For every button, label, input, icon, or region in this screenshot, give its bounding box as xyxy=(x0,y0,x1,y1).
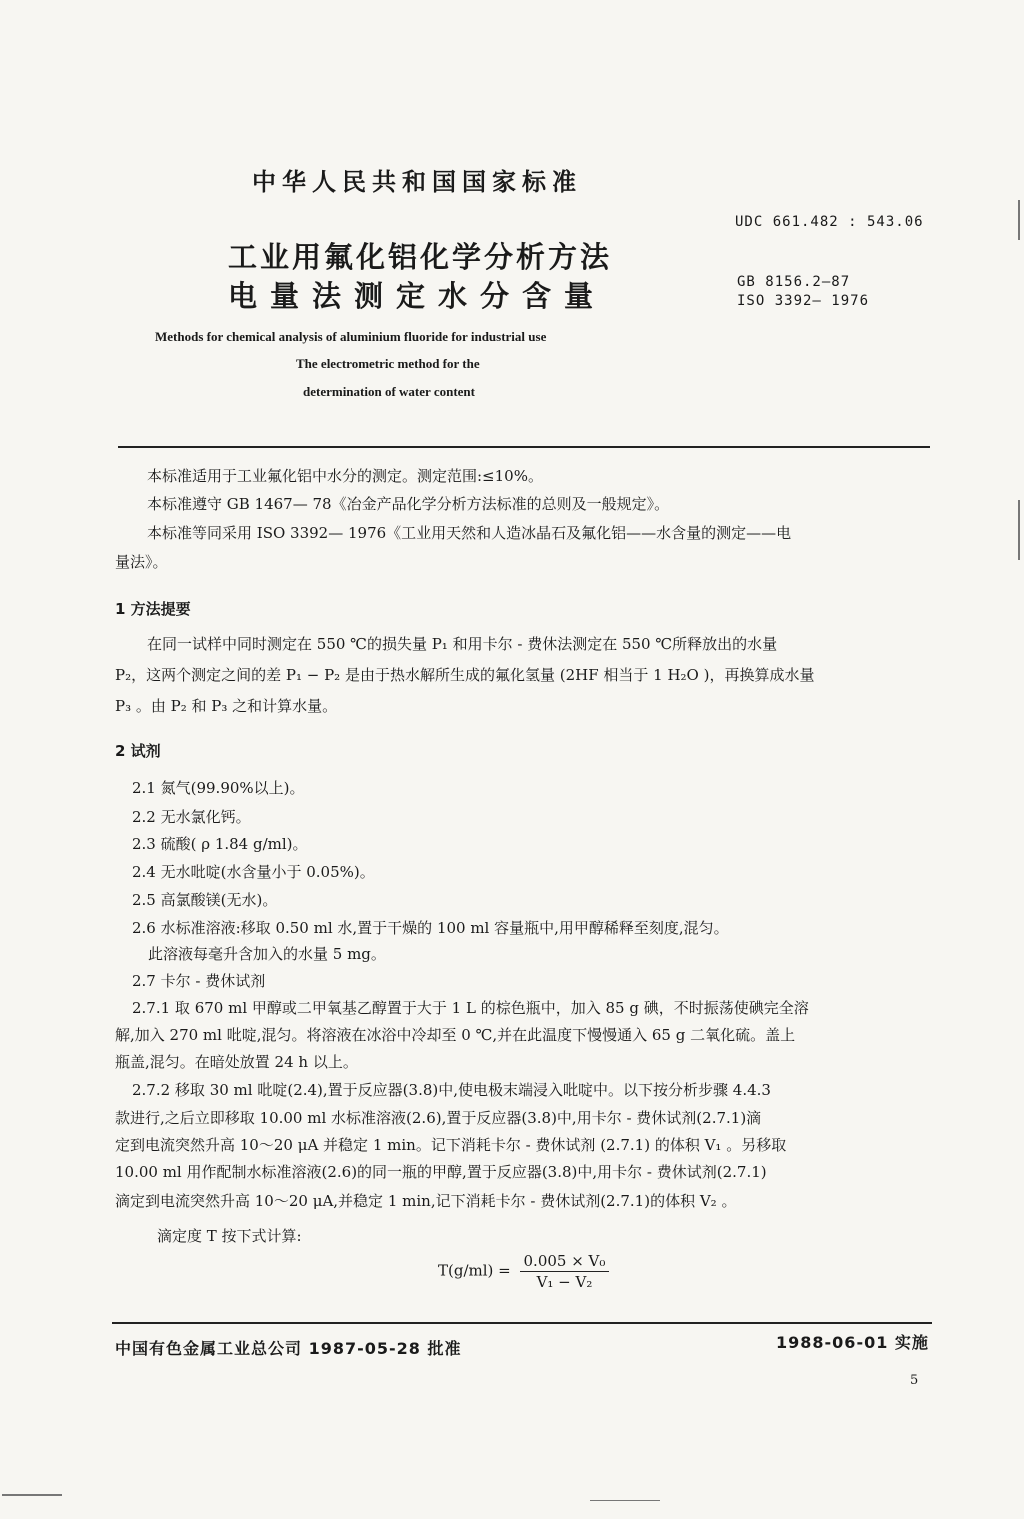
scan-artifact xyxy=(1018,500,1020,560)
footer-divider xyxy=(112,1322,932,1324)
gb-code: GB 8156.2—87 xyxy=(737,274,851,290)
reagent-2-7-1-line-3: 瓶盖,混匀。在暗处放置 24 h 以上。 xyxy=(115,1053,358,1071)
reagent-2-7-2-line-1: 2.7.2 移取 30 ml 吡啶(2.4),置于反应器(3.8)中,使电极末端浸入吡啶中。以下按分析步骤 4.4.3 xyxy=(132,1081,771,1099)
reagent-2-6: 2.6 水标准溶液:移取 0.50 ml 水,置于干燥的 100 ml 容量瓶中,用甲醇稀释至刻度,混匀。 xyxy=(132,919,729,937)
reagent-2-2: 2.2 无水氯化钙。 xyxy=(132,808,251,826)
standard-name: 中华人民共和国国家标准 xyxy=(252,168,582,196)
intro-compliance: 本标准遵守 GB 1467— 78《冶金产品化学分析方法标准的总则及一般规定》。 xyxy=(147,495,670,513)
titer-formula xyxy=(438,1252,609,1291)
effective-date: 1988-06-01 实施 xyxy=(776,1333,929,1352)
standard-codes xyxy=(737,273,869,311)
english-title-line-3: determination of water content xyxy=(303,384,475,399)
header-divider xyxy=(118,446,930,448)
english-title-line-2: The electrometric method for the xyxy=(296,356,480,371)
reagent-2-5: 2.5 高氯酸镁(无水)。 xyxy=(132,891,278,909)
reagent-2-7-2-line-4: 10.00 ml 用作配制水标准溶液(2.6)的同一瓶的甲醇,置于反应器(3.8)中,用卡尔 - 费休试剂(2.7.1) xyxy=(115,1163,767,1181)
section-1-heading: 1 方法提要 xyxy=(115,600,191,618)
reagent-2-7-2-line-3: 定到电流突然升高 10～20 μA 并稳定 1 min。记下消耗卡尔 - 费休试剂 (2.7.1) 的体积 V₁ 。另移取 xyxy=(115,1136,787,1154)
iso-code: ISO 3392— 1976 xyxy=(737,293,870,309)
reagent-2-4: 2.4 无水吡啶(水含量小于 0.05%)。 xyxy=(132,863,375,881)
english-title-line-1: Methods for chemical analysis of aluminium fluoride for industrial use xyxy=(155,329,547,344)
scan-artifact xyxy=(1018,200,1020,240)
approval-statement: 中国有色金属工业总公司 1987-05-28 批准 xyxy=(115,1339,462,1358)
formula-fraction xyxy=(520,1252,610,1291)
section-2-heading: 2 试剂 xyxy=(115,742,161,760)
intro-scope: 本标准适用于工业氟化铝中水分的测定。测定范围:≤10%。 xyxy=(147,467,543,485)
intro-adoption-line-1: 本标准等同采用 ISO 3392— 1976《工业用天然和人造冰晶石及氟化铝——水含量的测定——电 xyxy=(147,524,792,542)
titer-intro: 滴定度 T 按下式计算: xyxy=(157,1227,302,1245)
title-line-1: 工业用氟化铝化学分析方法 xyxy=(228,240,613,274)
reagent-2-7-2-line-2: 款进行,之后立即移取 10.00 ml 水标准溶液(2.6),置于反应器(3.8)中,用卡尔 - 费休试剂(2.7.1)滴 xyxy=(115,1109,762,1127)
udc-code: UDC 661.482 : 543.06 xyxy=(735,214,924,230)
reagent-2-7: 2.7 卡尔 - 费休试剂 xyxy=(132,972,266,990)
formula-numerator: 0.005 × V₀ xyxy=(520,1252,610,1272)
reagent-2-7-2-line-5: 滴定到电流突然升高 10～20 μA,并稳定 1 min,记下消耗卡尔 - 费休试剂(2.7.1)的体积 V₂ 。 xyxy=(115,1192,737,1210)
reagent-2-7-1-line-2: 解,加入 270 ml 吡啶,混匀。将溶液在冰浴中冷却至 0 ℃,并在此温度下慢慢通入 65 g 二氧化硫。盖上 xyxy=(115,1026,796,1044)
section-1-line-1: 在同一试样中同时测定在 550 ℃的损失量 P₁ 和用卡尔 - 费休法测定在 550 ℃所释放出的水量 xyxy=(147,635,778,653)
scan-artifact xyxy=(590,1500,660,1501)
reagent-2-3: 2.3 硫酸( ρ 1.84 g/ml)。 xyxy=(132,835,308,853)
intro-adoption-line-2: 量法》。 xyxy=(115,553,168,571)
scan-artifact xyxy=(2,1494,62,1496)
reagent-2-7-1-line-1: 2.7.1 取 670 ml 甲醇或二甲氧基乙醇置于大于 1 L 的棕色瓶中，加入 85 g 碘，不时振荡使碘完全溶 xyxy=(132,999,809,1017)
reagent-2-1: 2.1 氮气(99.90%以上)。 xyxy=(132,779,305,797)
section-1-line-3: P₃ 。由 P₂ 和 P₃ 之和计算水量。 xyxy=(115,697,338,715)
formula-denominator: V₁ − V₂ xyxy=(536,1273,593,1291)
reagent-2-6-note: 此溶液每毫升含加入的水量 5 mg。 xyxy=(148,945,386,963)
page-number: 5 xyxy=(910,1373,919,1388)
formula-lhs: T(g/ml) = xyxy=(438,1261,511,1280)
title-line-2: 电量法测定水分含量 xyxy=(228,279,607,313)
section-1-line-2: P₂，这两个测定之间的差 P₁ − P₂ 是由于热水解所生成的氟化氢量 (2HF 相当于 1 H₂O )，再换算成水量 xyxy=(115,666,815,684)
